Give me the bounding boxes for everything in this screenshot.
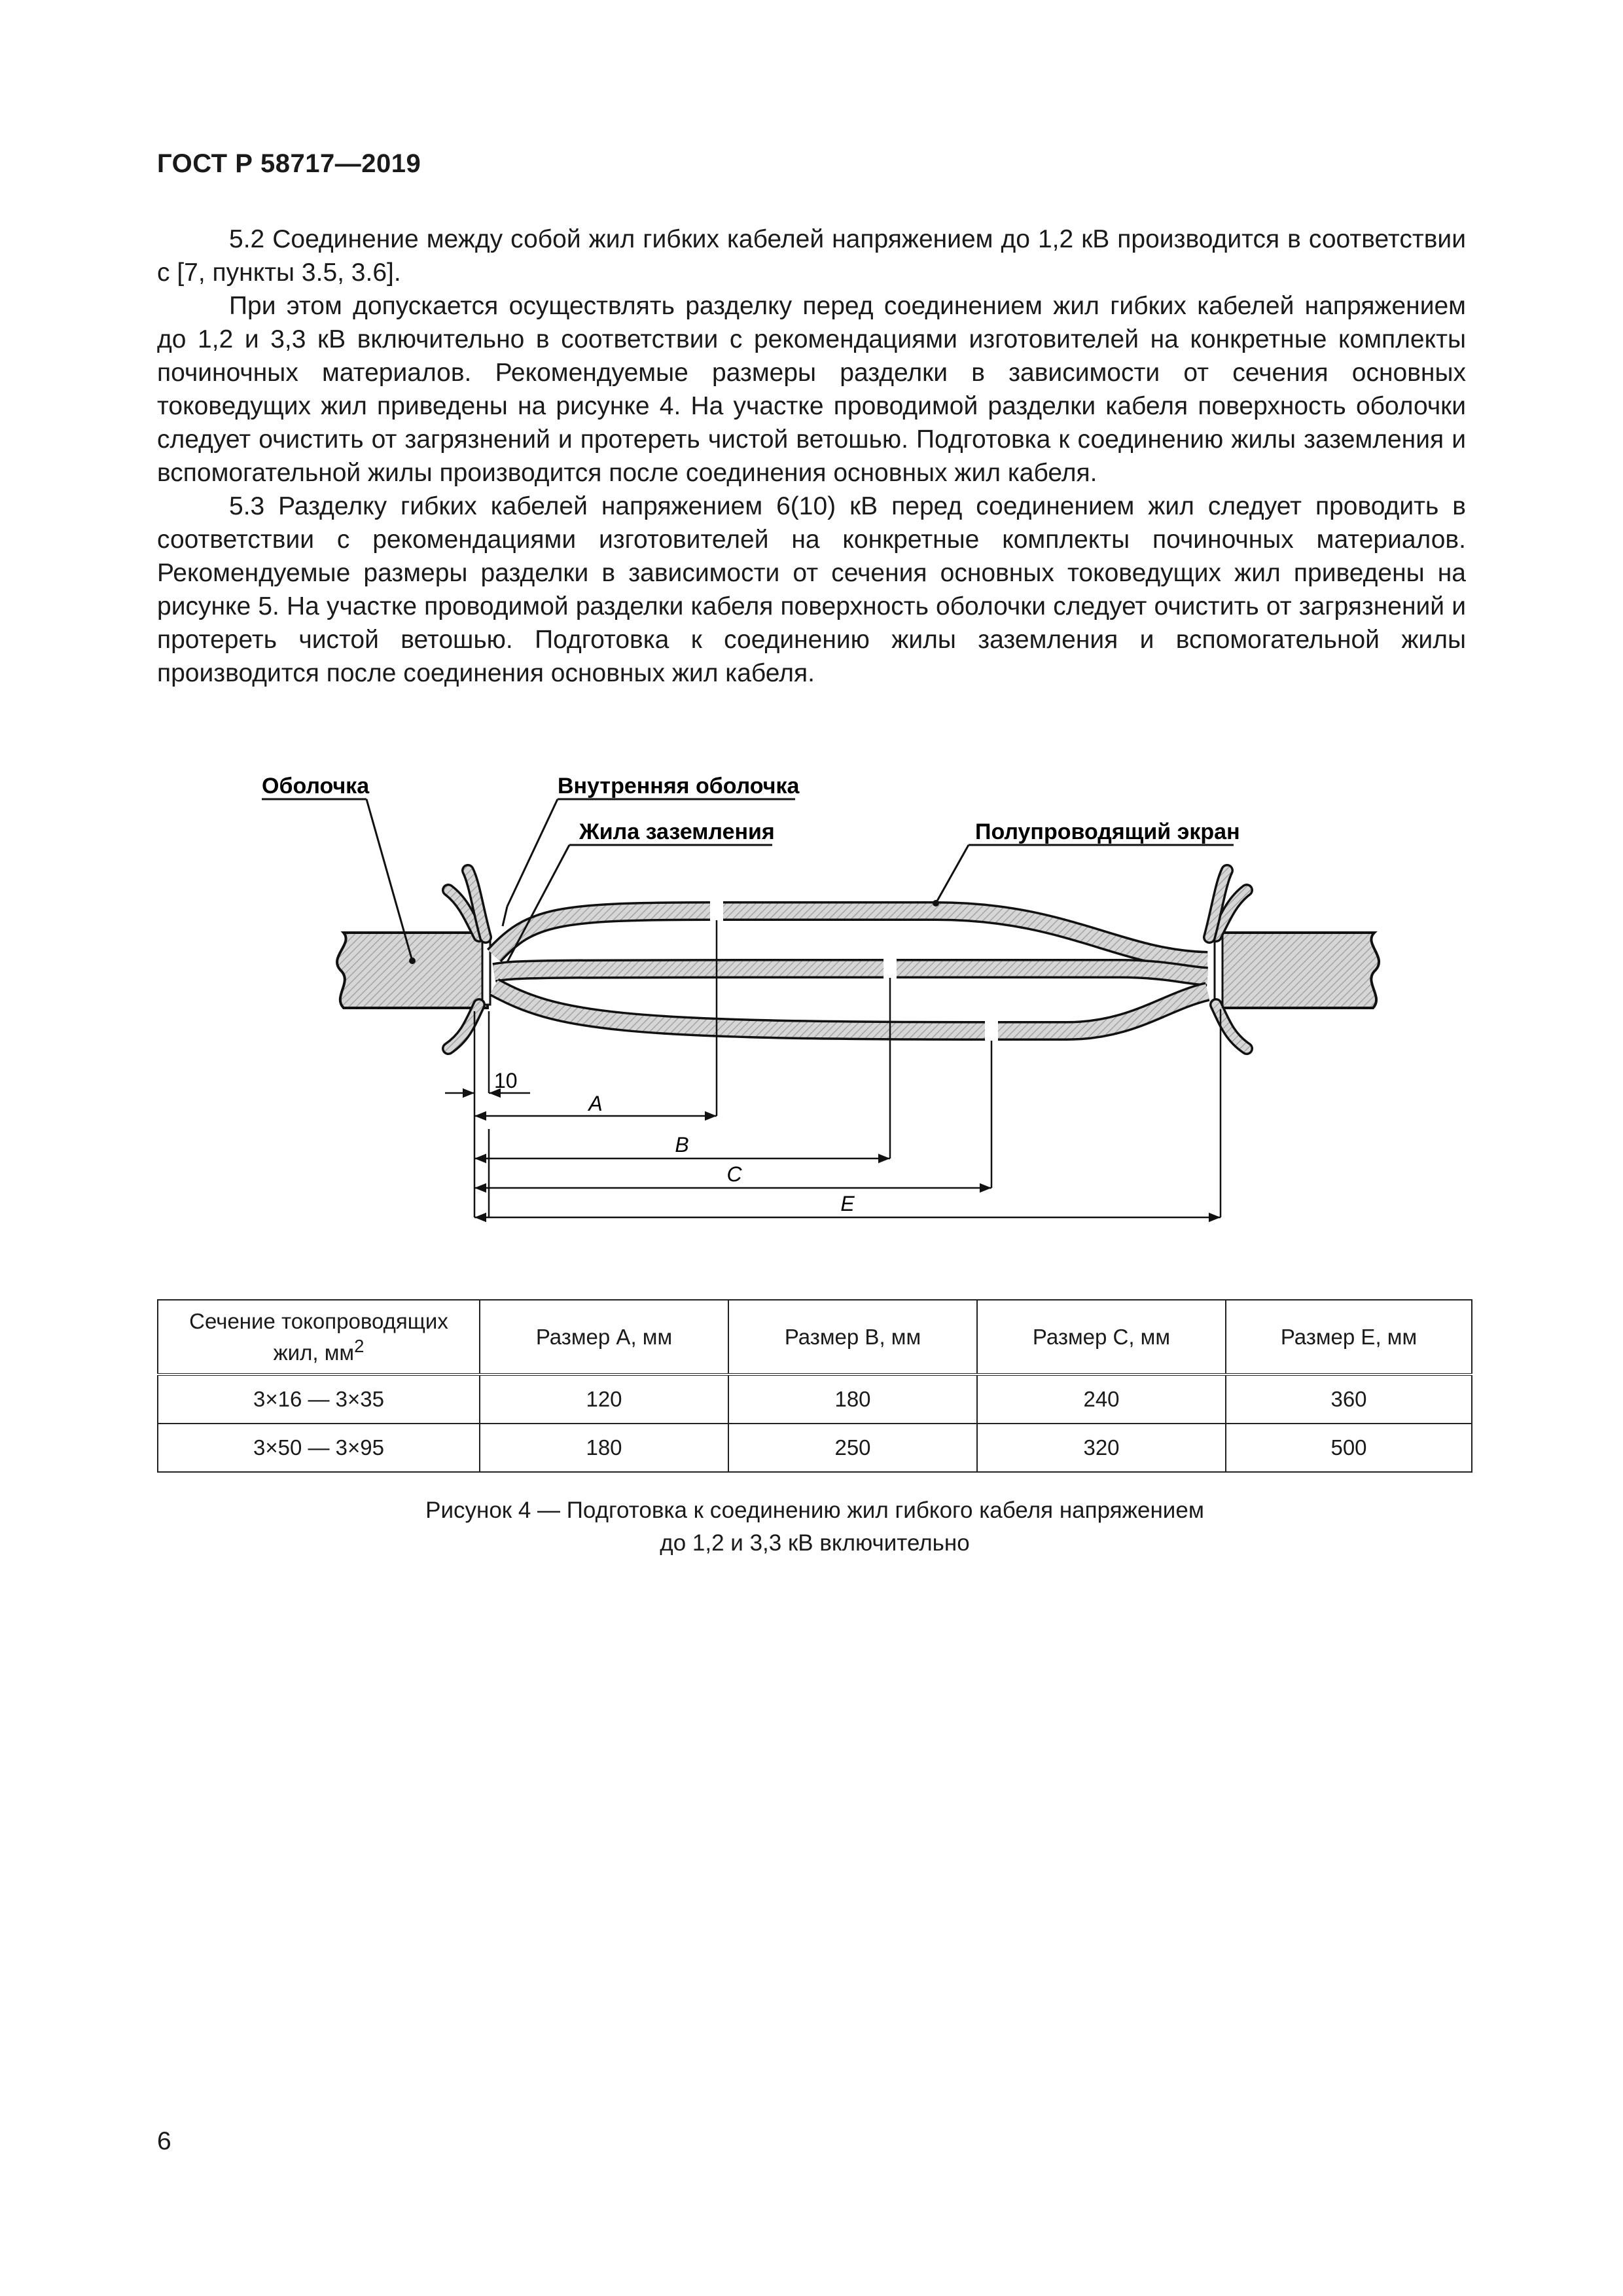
- left-sheath-end: [482, 936, 490, 1005]
- header-size-c: Размер С, мм: [977, 1300, 1226, 1374]
- document-header: ГОСТ Р 58717—2019: [157, 149, 421, 178]
- dimension-e: E: [840, 1192, 855, 1215]
- header-section: Сечение токопроводящих жил, $мм^2$: [158, 1300, 480, 1374]
- body-text: [157, 223, 1466, 690]
- table-row: 3×16 — 3×35 120 180 240 360: [158, 1374, 1472, 1424]
- dimension-c: C: [726, 1162, 742, 1186]
- header-size-e: Размер Е, мм: [1226, 1300, 1472, 1374]
- left-cable-sheath: [337, 933, 488, 1008]
- right-cable-sheath: [1217, 933, 1379, 1008]
- table-header-row: [158, 1300, 1472, 1374]
- table-row: 3×50 — 3×95 180 250 320 500: [158, 1424, 1472, 1472]
- paragraph: При этом допускается осуществлять разделку перед соединением жил гибких кабелей напряжением до 1,2 и 3,3 кВ включительно в соответствии с рекомендациями изготовителей на конкретные комплекты починочных материалов. Рекомендуемые размеры разделки в зависимости от сечения основных токоведущих жил приведены на рисунке 4. На участке проводимой разделки кабеля поверхность оболочки следует очистить от загрязнений и протереть чистой ветошью. Подготовка к соединению жилы заземления и вспомогательной жилы производится после соединения основных жил кабеля.: [157, 292, 1466, 487]
- header-size-b: Размер В, мм: [728, 1300, 977, 1374]
- paragraph: 5.2 Соединение между собой жил гибких кабелей напряжением до 1,2 кВ производится в соответствии с [7, пункты 3.5, 3.6].: [157, 225, 1466, 287]
- label-ground-core: Жила заземления: [579, 819, 775, 844]
- dimension-offset: 10: [494, 1069, 518, 1092]
- figure-caption: Рисунок 4 — Подготовка к соединению жил гибкого кабеля напряжением до 1,2 и 3,3 кВ включительно: [425, 1498, 1204, 1556]
- paragraph: 5.3 Разделку гибких кабелей напряжением 6(10) кВ перед соединением жил следует проводить в соответствии с рекомендациями изготовителей на конкретные комплекты починочных материалов. Рекомендуемые размеры разделки в зависимости от сечения основных токоведущих жил приведены на рисунке 5. На участке проводимой разделки кабеля поверхность оболочки следует очистить от загрязнений и протереть чистой ветошью. Подготовка к соединению жилы заземления и вспомогательной жилы производится после соединения основных жил кабеля.: [157, 492, 1466, 687]
- cable-splice-diagram: [249, 766, 1400, 1250]
- dimension-b: B: [675, 1133, 689, 1157]
- right-sheath-end: [1215, 936, 1222, 1005]
- page-number: 6: [157, 2127, 171, 2155]
- dimension-a: A: [588, 1092, 603, 1115]
- label-inner-sheath: Внутренняя оболочка: [558, 774, 800, 798]
- label-sheath: Оболочка: [262, 774, 370, 798]
- dimensions-table: [157, 1299, 1472, 1473]
- label-semiconductive-screen: Полупроводящий экран: [975, 819, 1240, 844]
- header-size-a: Размер А, мм: [480, 1300, 728, 1374]
